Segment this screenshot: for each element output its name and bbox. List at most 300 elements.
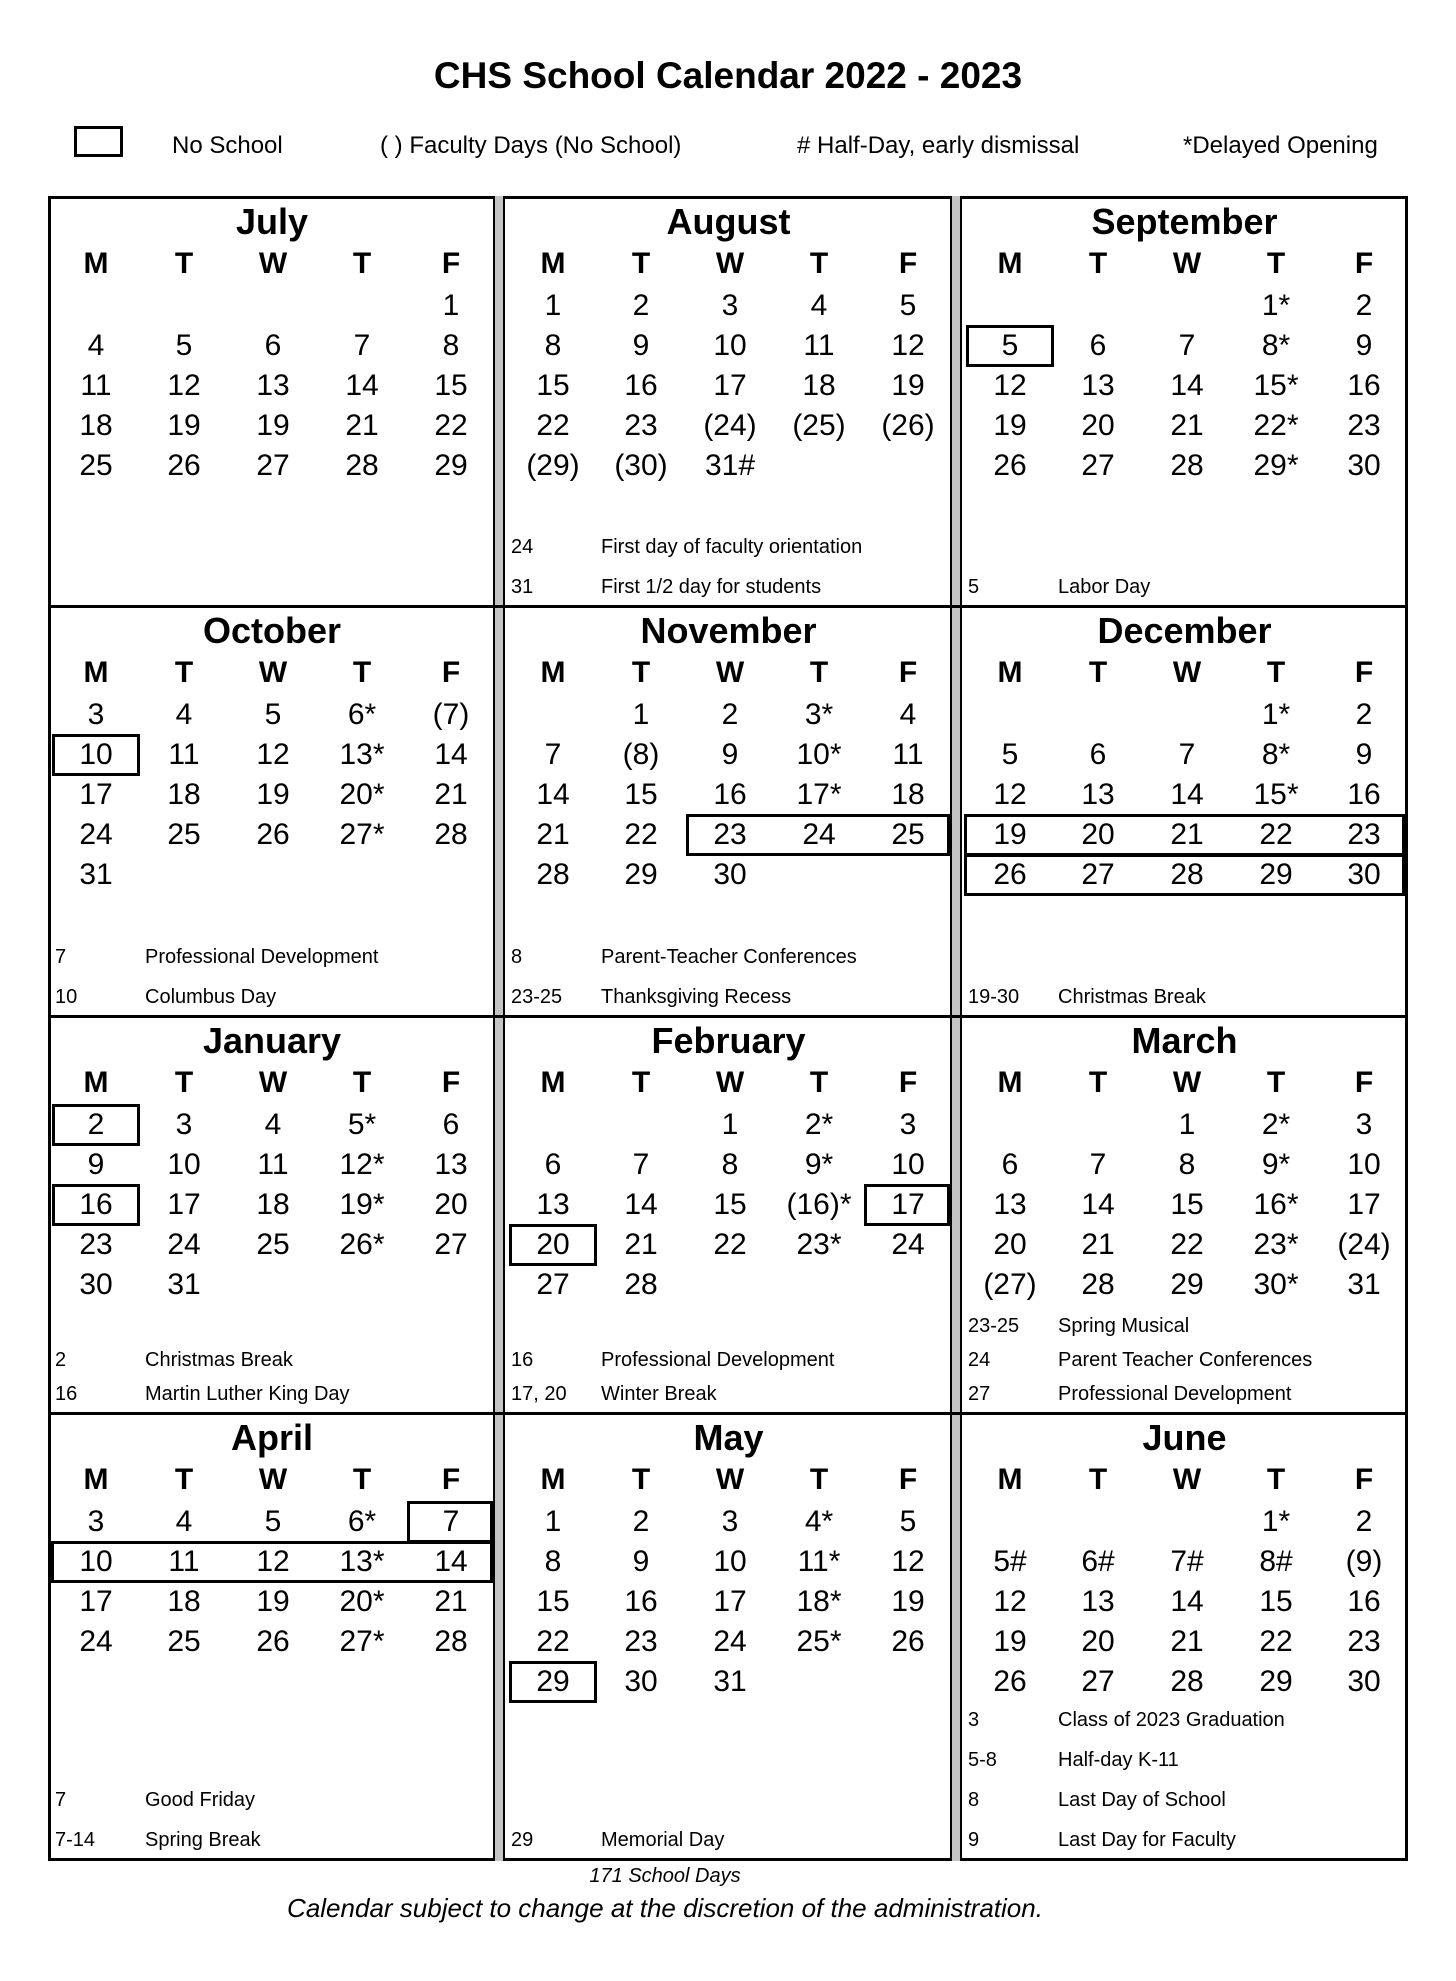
october-day: 13* [339, 738, 385, 771]
disclaimer: Calendar subject to change at the discretion of the administration. [287, 1893, 1043, 1923]
june-day: 30 [1347, 1665, 1381, 1698]
august-day: 19 [891, 369, 925, 402]
august-day: 8 [544, 329, 562, 362]
july-day: 22 [434, 409, 468, 442]
october-day: 17 [79, 778, 113, 811]
march-note-text: Spring Musical [1058, 1315, 1190, 1337]
no-school-legend-box [74, 126, 123, 157]
march-day: 7 [1089, 1148, 1107, 1181]
january-day: 20 [434, 1188, 468, 1221]
january-day: 19* [339, 1188, 385, 1221]
march-day: 13 [993, 1188, 1027, 1221]
april-day: 10 [79, 1545, 113, 1578]
july-day: 1 [442, 289, 460, 322]
july-day: 12 [167, 369, 201, 402]
july-weekday-label: T [174, 247, 194, 280]
december-day: 13 [1081, 778, 1115, 811]
february-day: 28 [624, 1268, 658, 1301]
june-day: 15 [1259, 1585, 1293, 1618]
july-day: 7 [353, 329, 371, 362]
january-day: 26* [339, 1228, 385, 1261]
no-school-box [52, 1184, 140, 1226]
january-weekday-label: M [83, 1066, 109, 1099]
january-day: 30 [79, 1268, 113, 1301]
february-weekday-label: W [715, 1066, 745, 1099]
october-day: 12 [256, 738, 290, 771]
february-day: 7 [632, 1148, 650, 1181]
december-weekday-label: T [1266, 656, 1286, 689]
october-day: 11 [168, 738, 200, 771]
march-day: 15 [1170, 1188, 1204, 1221]
december-day: 6 [1089, 738, 1107, 771]
march-day: 21 [1081, 1228, 1115, 1261]
april-day: 17 [79, 1585, 113, 1618]
june-day: 22 [1259, 1625, 1293, 1658]
march-day: 2* [1261, 1108, 1291, 1141]
legend-delayed-opening: *Delayed Opening [1183, 132, 1378, 159]
june-weekday-label: T [1266, 1463, 1286, 1496]
november-day: 25 [891, 818, 925, 851]
march-day: 8 [1178, 1148, 1196, 1181]
december-day: 21 [1170, 818, 1204, 851]
june-note-text: Last Day of School [1058, 1789, 1226, 1811]
april-title: April [230, 1417, 314, 1458]
may-weekday-label: T [809, 1463, 829, 1496]
november-day: 7 [544, 738, 562, 771]
july-weekday-label: F [441, 247, 461, 280]
may-day: 18* [796, 1585, 842, 1618]
may-weekday-label: M [540, 1463, 566, 1496]
april-note-text: Good Friday [145, 1789, 256, 1811]
may-day: 23 [624, 1625, 658, 1658]
august-note-text: First 1/2 day for students [601, 576, 822, 598]
may-day: 30 [624, 1665, 658, 1698]
september-day: 5 [1001, 329, 1019, 362]
no-school-box [509, 1661, 597, 1703]
march-day: 6 [1001, 1148, 1019, 1181]
no-school-box [864, 1184, 950, 1226]
february-day: 20 [536, 1228, 570, 1261]
july-day: 28 [345, 449, 379, 482]
november-day: 21 [536, 818, 570, 851]
august-day: 17 [713, 369, 747, 402]
january-day: 25 [256, 1228, 290, 1261]
september-day: 8* [1261, 329, 1291, 362]
november-title: November [640, 610, 817, 651]
september-day: 9 [1355, 329, 1373, 362]
july-weekday-label: W [258, 247, 288, 280]
november-day: 4 [899, 698, 917, 731]
august-day: 3 [721, 289, 739, 322]
september-weekday-label: F [1354, 247, 1374, 280]
march-note-text: Professional Development [1058, 1383, 1292, 1405]
april-day: 7 [442, 1505, 460, 1538]
september-weekday-label: W [1172, 247, 1202, 280]
april-day: 25 [167, 1625, 201, 1658]
february-day: 23* [796, 1228, 842, 1261]
june-day: 6# [1081, 1545, 1115, 1578]
november-day: 16 [713, 778, 747, 811]
february-note-date: 17, 20 [511, 1383, 567, 1405]
august-day: (24) [703, 409, 757, 442]
january-note-date: 2 [55, 1349, 67, 1371]
october-weekday-label: M [83, 656, 109, 689]
april-weekday-label: W [258, 1463, 288, 1496]
march-day: 1 [1178, 1108, 1196, 1141]
april-weekday-label: F [441, 1463, 461, 1496]
august-day: 15 [536, 369, 570, 402]
december-day: 27 [1081, 858, 1115, 891]
june-day: 23 [1347, 1625, 1381, 1658]
october-note-text: Professional Development [145, 946, 379, 968]
march-note-date: 23-25 [968, 1315, 1020, 1337]
no-school-box [964, 814, 1405, 856]
november-day: 22 [624, 818, 658, 851]
october-day: 25 [167, 818, 201, 851]
november-day: 18 [891, 778, 925, 811]
no-school-box [407, 1501, 493, 1543]
april-note-date: 7-14 [55, 1829, 96, 1851]
no-school-box [686, 814, 950, 856]
march-weekday-label: F [1354, 1066, 1374, 1099]
june-day: 13 [1081, 1585, 1115, 1618]
april-weekday-label: T [174, 1463, 194, 1496]
march-day: 23* [1253, 1228, 1299, 1261]
may-day: 31 [713, 1665, 747, 1698]
february-day: 8 [721, 1148, 739, 1181]
november-weekday-label: T [631, 656, 651, 689]
march-note-date: 27 [968, 1383, 991, 1405]
december-note-date: 19-30 [968, 986, 1020, 1008]
january-weekday-label: T [352, 1066, 372, 1099]
january-day: 3 [175, 1108, 193, 1141]
october-day: (7) [432, 698, 470, 731]
may-day: 11* [797, 1545, 841, 1578]
february-day: 15 [713, 1188, 747, 1221]
august-day: 9 [632, 329, 650, 362]
may-day: 26 [891, 1625, 925, 1658]
december-day: 2 [1355, 698, 1373, 731]
may-weekday-label: F [898, 1463, 918, 1496]
january-day: 4 [264, 1108, 282, 1141]
october-day: 31 [79, 858, 113, 891]
june-day: 5# [993, 1545, 1027, 1578]
march-day: (24) [1337, 1228, 1391, 1261]
february-title: February [651, 1020, 806, 1061]
may-day: 12 [891, 1545, 925, 1578]
august-day: (30) [614, 449, 668, 482]
may-weekday-label: W [715, 1463, 745, 1496]
october-weekday-label: F [441, 656, 461, 689]
september-day: 23 [1347, 409, 1381, 442]
july-day: 29 [434, 449, 468, 482]
may-note-text: Memorial Day [601, 1829, 725, 1851]
july-day: 27 [256, 449, 290, 482]
may-day: 8 [544, 1545, 562, 1578]
december-title: December [1097, 610, 1272, 651]
december-day: 20 [1081, 818, 1115, 851]
january-weekday-label: T [174, 1066, 194, 1099]
february-weekday-label: F [898, 1066, 918, 1099]
november-day: 28 [536, 858, 570, 891]
september-title: September [1091, 201, 1278, 242]
june-day: 12 [993, 1585, 1027, 1618]
february-weekday-label: T [631, 1066, 651, 1099]
november-day: 29 [624, 858, 658, 891]
december-day: 19 [993, 818, 1027, 851]
december-day: 28 [1170, 858, 1204, 891]
january-day: 9 [87, 1148, 105, 1181]
september-day: 6 [1089, 329, 1107, 362]
april-day: 19 [256, 1585, 290, 1618]
april-day: 6* [347, 1505, 377, 1538]
september-day: 21 [1170, 409, 1204, 442]
august-day: (29) [526, 449, 580, 482]
legend-no-school: No School [172, 132, 283, 159]
may-day: 24 [713, 1625, 747, 1658]
june-day: 20 [1081, 1625, 1115, 1658]
november-day: 14 [536, 778, 570, 811]
november-day: 15 [624, 778, 658, 811]
august-day: 1 [544, 289, 562, 322]
february-day: (16)* [786, 1188, 852, 1221]
july-title: July [235, 201, 309, 242]
no-school-box [51, 1541, 493, 1583]
october-day: 18 [167, 778, 201, 811]
january-day: 12* [339, 1148, 385, 1181]
january-day: 16 [79, 1188, 113, 1221]
july-day: 18 [79, 409, 113, 442]
june-weekday-label: F [1354, 1463, 1374, 1496]
december-day: 16 [1347, 778, 1381, 811]
february-weekday-label: T [809, 1066, 829, 1099]
december-day: 14 [1170, 778, 1204, 811]
january-note-text: Christmas Break [145, 1349, 293, 1371]
june-day: 7# [1170, 1545, 1204, 1578]
february-day: 10 [891, 1148, 925, 1181]
february-day: 1 [721, 1108, 739, 1141]
june-day: 16 [1347, 1585, 1381, 1618]
march-day: 9* [1261, 1148, 1291, 1181]
november-weekday-label: W [715, 656, 745, 689]
may-day: 19 [891, 1585, 925, 1618]
november-day: 17* [796, 778, 842, 811]
no-school-box [964, 854, 1405, 896]
june-note-date: 8 [968, 1789, 980, 1811]
january-day: 11 [257, 1148, 289, 1181]
january-day: 13 [434, 1148, 468, 1181]
september-weekday-label: T [1266, 247, 1286, 280]
august-day: (26) [881, 409, 935, 442]
july-day: 14 [345, 369, 379, 402]
september-weekday-label: M [997, 247, 1023, 280]
march-day: 16* [1253, 1188, 1299, 1221]
april-day: 12 [256, 1545, 290, 1578]
row-divider [48, 1412, 1408, 1415]
june-day: 1* [1261, 1505, 1291, 1538]
march-day: 14 [1081, 1188, 1115, 1221]
october-day: 28 [434, 818, 468, 851]
march-note-date: 24 [968, 1349, 991, 1371]
december-day: 30 [1347, 858, 1381, 891]
november-weekday-label: M [540, 656, 566, 689]
january-day: 18 [256, 1188, 290, 1221]
january-day: 6 [442, 1108, 460, 1141]
may-day: 2 [632, 1505, 650, 1538]
april-day: 28 [434, 1625, 468, 1658]
december-day: 1* [1261, 698, 1291, 731]
march-weekday-label: M [997, 1066, 1023, 1099]
october-day: 27* [339, 818, 385, 851]
october-note-date: 7 [55, 946, 67, 968]
february-day: 21 [624, 1228, 658, 1261]
december-weekday-label: M [997, 656, 1023, 689]
october-weekday-label: W [258, 656, 288, 689]
january-weekday-label: F [441, 1066, 461, 1099]
november-day: 10* [796, 738, 842, 771]
no-school-box [52, 1104, 140, 1146]
june-day: 21 [1170, 1625, 1204, 1658]
july-day: 5 [175, 329, 193, 362]
october-day: 6* [347, 698, 377, 731]
september-day: 12 [993, 369, 1027, 402]
may-day: 4* [804, 1505, 834, 1538]
november-day: 24 [802, 818, 836, 851]
september-day: 29* [1253, 449, 1299, 482]
october-day: 21 [434, 778, 468, 811]
october-note-text: Columbus Day [145, 986, 277, 1008]
march-weekday-label: W [1172, 1066, 1202, 1099]
august-day: 10 [713, 329, 747, 362]
january-day: 2 [87, 1108, 105, 1141]
march-day: 20 [993, 1228, 1027, 1261]
april-day: 3 [87, 1505, 105, 1538]
may-day: 29 [536, 1665, 570, 1698]
march-day: 10 [1347, 1148, 1381, 1181]
july-day: 8 [442, 329, 460, 362]
no-school-box [52, 734, 140, 776]
february-day: 6 [544, 1148, 562, 1181]
row-divider [48, 605, 1408, 608]
february-day: 2* [804, 1108, 834, 1141]
december-day: 26 [993, 858, 1027, 891]
may-day: 3 [721, 1505, 739, 1538]
november-day: 2 [721, 698, 739, 731]
april-day: 20* [339, 1585, 385, 1618]
june-weekday-label: T [1088, 1463, 1108, 1496]
august-day: 12 [891, 329, 925, 362]
october-day: 14 [434, 738, 468, 771]
november-weekday-label: T [809, 656, 829, 689]
february-day: 17 [891, 1188, 925, 1221]
october-day: 4 [175, 698, 193, 731]
march-day: 22 [1170, 1228, 1204, 1261]
march-day: (27) [983, 1268, 1037, 1301]
april-note-date: 7 [55, 1789, 67, 1811]
june-weekday-label: M [997, 1463, 1023, 1496]
august-day: (25) [792, 409, 846, 442]
july-day: 11 [80, 369, 112, 402]
february-day: 9* [804, 1148, 834, 1181]
row-divider [48, 1015, 1408, 1018]
october-day: 24 [79, 818, 113, 851]
december-day: 8* [1261, 738, 1291, 771]
august-weekday-label: M [540, 247, 566, 280]
july-day: 15 [434, 369, 468, 402]
august-weekday-label: T [809, 247, 829, 280]
legend-faculty-days: ( ) Faculty Days (No School) [380, 132, 682, 159]
january-day: 24 [167, 1228, 201, 1261]
february-day: 13 [536, 1188, 570, 1221]
december-day: 9 [1355, 738, 1373, 771]
october-day: 26 [256, 818, 290, 851]
august-day: 4 [810, 289, 828, 322]
august-day: 23 [624, 409, 658, 442]
august-day: 18 [802, 369, 836, 402]
march-weekday-label: T [1266, 1066, 1286, 1099]
december-weekday-label: W [1172, 656, 1202, 689]
february-day: 27 [536, 1268, 570, 1301]
june-note-text: Half-day K-11 [1058, 1749, 1179, 1771]
may-day: 22 [536, 1625, 570, 1658]
october-note-date: 10 [55, 986, 78, 1008]
june-day: 29 [1259, 1665, 1293, 1698]
june-day: 2 [1355, 1505, 1373, 1538]
may-day: 5 [899, 1505, 917, 1538]
september-day: 22* [1253, 409, 1299, 442]
june-note-text: Last Day for Faculty [1058, 1829, 1236, 1851]
school-days-count: 171 School Days [589, 1865, 741, 1887]
august-note-date: 31 [511, 576, 534, 598]
june-day: 27 [1081, 1665, 1115, 1698]
august-day: 11 [803, 329, 835, 362]
march-note-text: Parent Teacher Conferences [1058, 1349, 1313, 1371]
april-day: 11 [168, 1545, 200, 1578]
december-day: 15* [1253, 778, 1299, 811]
february-day: 24 [891, 1228, 925, 1261]
november-day: 30 [713, 858, 747, 891]
september-day: 7 [1178, 329, 1196, 362]
july-day: 19 [256, 409, 290, 442]
june-day: 8# [1259, 1545, 1293, 1578]
october-day: 10 [79, 738, 113, 771]
may-day: 17 [713, 1585, 747, 1618]
december-day: 7 [1178, 738, 1196, 771]
june-title: June [1142, 1417, 1227, 1458]
april-day: 27* [339, 1625, 385, 1658]
april-note-text: Spring Break [145, 1829, 261, 1851]
september-note-date: 5 [968, 576, 980, 598]
july-day: 6 [264, 329, 282, 362]
february-day: 14 [624, 1188, 658, 1221]
january-day: 27 [434, 1228, 468, 1261]
november-note-date: 23-25 [511, 986, 563, 1008]
september-day: 30 [1347, 449, 1381, 482]
september-day: 13 [1081, 369, 1115, 402]
june-note-date: 9 [968, 1829, 980, 1851]
december-day: 22 [1259, 818, 1293, 851]
may-day: 10 [713, 1545, 747, 1578]
may-day: 16 [624, 1585, 658, 1618]
january-note-text: Martin Luther King Day [145, 1383, 350, 1405]
february-day: 22 [713, 1228, 747, 1261]
march-weekday-label: T [1088, 1066, 1108, 1099]
october-title: October [202, 610, 342, 651]
may-day: 9 [632, 1545, 650, 1578]
no-school-box [509, 1224, 597, 1266]
august-day: 31# [704, 449, 756, 482]
september-day: 14 [1170, 369, 1204, 402]
